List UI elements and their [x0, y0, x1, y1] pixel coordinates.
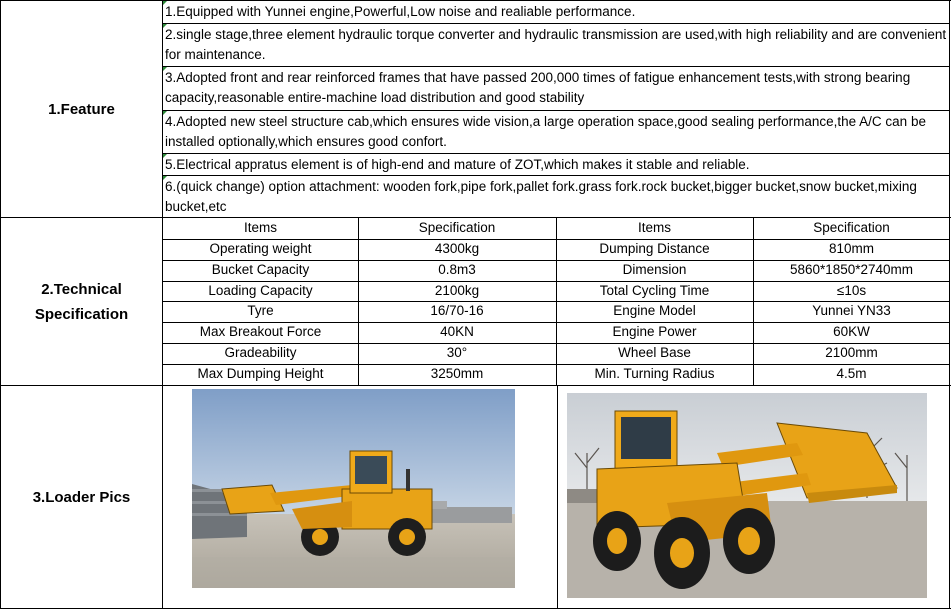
spec-value-cell: 4.5m	[836, 366, 867, 381]
spec-item-cell: Max Breakout Force	[199, 324, 322, 339]
spec-item-cell: Bucket Capacity	[211, 262, 310, 277]
spec-item-cell: Gradeability	[224, 345, 297, 360]
wheel-loader-front-icon	[567, 393, 927, 598]
spec-item-cell: Min. Turning Radius	[594, 366, 715, 381]
feature-item-2: 2.single stage,three element hydraulic torque converter and hydraulic transmission are used,with high reliability and are convenient for maintenance.	[165, 27, 947, 62]
spec-value-cell: 2100mm	[825, 345, 878, 360]
feature-sep-5	[163, 175, 950, 176]
pics-divider	[557, 386, 558, 608]
spec-header-cell: Specification	[813, 220, 890, 235]
feature-sep-2	[163, 66, 950, 67]
loader-photo-side	[192, 389, 515, 588]
feature-sep-1	[163, 23, 950, 24]
spec-item-cell: Max Dumping Height	[197, 366, 324, 381]
spec-item-cell: Wheel Base	[618, 345, 691, 360]
spec-value-cell: 40KN	[440, 324, 474, 339]
spec-value-cell: 3250mm	[430, 366, 484, 381]
spec-value-cell: 30°	[446, 345, 468, 360]
tech-section-label	[0, 218, 163, 385]
loader-photo-front	[567, 393, 927, 598]
spec-item-cell: Total Cycling Time	[599, 283, 710, 298]
note-marker-icon	[163, 24, 167, 28]
feature-item-4: 4.Adopted new steel structure cab,which ensures wide vision,a large operation space,good sealing performance,the A/C can be installed optionally,which ensures good confort.	[165, 114, 926, 149]
feature-sep-4	[163, 153, 950, 154]
tech-heading-line2: Specification	[34, 305, 129, 323]
tech-heading-line1: 2.Technical	[41, 280, 122, 298]
pics-heading: 3.Loader Pics	[32, 488, 131, 506]
note-marker-icon	[163, 154, 167, 158]
spec-item-cell: Engine Model	[613, 303, 696, 318]
spec-value-cell: 5860*1850*2740mm	[789, 262, 914, 277]
spec-item-cell: Tyre	[247, 303, 274, 318]
feature-item-3: 3.Adopted front and rear reinforced frames that have passed 200,000 times of fatigue enhancement tests,with strong bearing capacity,reasonable entire-machine load distribution and good stability	[165, 70, 911, 105]
border-bottom	[0, 608, 951, 609]
spec-value-cell: 0.8m3	[438, 262, 476, 277]
wheel-loader-side-icon	[192, 389, 515, 588]
feature-item-5: 5.Electrical appratus element is of high-end and mature of ZOT,which makes it stable and reliable.	[165, 157, 750, 172]
spec-item-cell: Dimension	[622, 262, 687, 277]
feature-heading: 1.Feature	[48, 100, 115, 118]
spec-value-cell: 4300kg	[434, 241, 480, 256]
spec-header-cell: Specification	[418, 220, 496, 235]
spec-value-cell: 2100kg	[434, 283, 480, 298]
spec-header-cell: Items	[243, 220, 277, 235]
spec-value-cell: 60KW	[833, 324, 870, 339]
spec-header-cell: Items	[637, 220, 671, 235]
feature-item-6: 6.(quick change) option attachment: wooden fork,pipe fork,pallet fork.grass fork.rock bucket,bigger bucket,snow bucket,mixing bucket,etc	[165, 179, 917, 214]
feature-item-1: 1.Equipped with Yunnei engine,Powerful,Low noise and realiable performance.	[165, 4, 636, 19]
feature-sep-3	[163, 110, 950, 111]
spec-value-cell: ≤10s	[836, 283, 867, 298]
note-marker-icon	[163, 67, 167, 71]
spec-value-cell: 16/70-16	[430, 303, 484, 318]
spec-item-cell: Dumping Distance	[599, 241, 710, 256]
spec-value-cell: Yunnei YN33	[812, 303, 891, 318]
spec-value-cell: 810mm	[828, 241, 874, 256]
spec-item-cell: Operating weight	[209, 241, 312, 256]
spec-item-cell: Engine Power	[612, 324, 697, 339]
note-marker-icon	[163, 111, 167, 115]
spec-item-cell: Loading Capacity	[208, 283, 313, 298]
note-marker-icon	[163, 1, 167, 5]
pics-section-label	[0, 386, 163, 608]
note-marker-icon	[163, 176, 167, 180]
feature-section-label	[0, 1, 163, 217]
